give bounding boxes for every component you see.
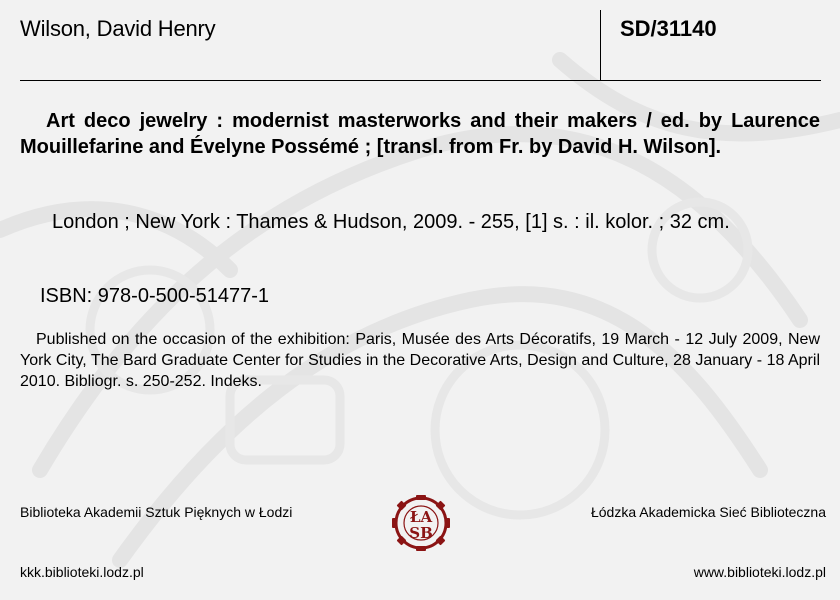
library-name: Biblioteka Akademii Sztuk Pięknych w Łodzi [20,504,293,520]
header-divider [20,80,821,81]
notes: Published on the occasion of the exhibition: Paris, Musée des Arts Décoratifs, 19 March - 12 July 2009, New York City, The Bard Graduate Center for Studies in the Decorative Arts, Design and Culture, 28 January - 18 April 2010. Bibliogr. s. 250-252. Indeks. [20,331,820,390]
title-statement: Art deco jewelry : modernist masterworks and their makers / ed. by Laurence Mouillefarine and Évelyne Possémé ; [transl. from Fr. by David H. Wilson]. [20,110,820,158]
call-number: SD/31140 [620,16,717,41]
vertical-divider [600,10,601,80]
catalog-url: kkk.biblioteki.lodz.pl [20,564,144,580]
imprint: London ; New York : Thames & Hudson, 2009. - 255, [1] s. : il. kolor. ; 32 cm. [52,211,730,233]
network-name: Łódzka Akademicka Sieć Biblioteczna [590,504,826,520]
logo-text-bottom: SB [409,524,433,542]
lasb-logo [387,495,455,551]
logo-text-top: ŁA [409,508,433,526]
author-heading: Wilson, David Henry [20,16,216,41]
network-url: www.biblioteki.lodz.pl [693,564,826,580]
isbn: ISBN: 978-0-500-51477-1 [40,285,270,307]
